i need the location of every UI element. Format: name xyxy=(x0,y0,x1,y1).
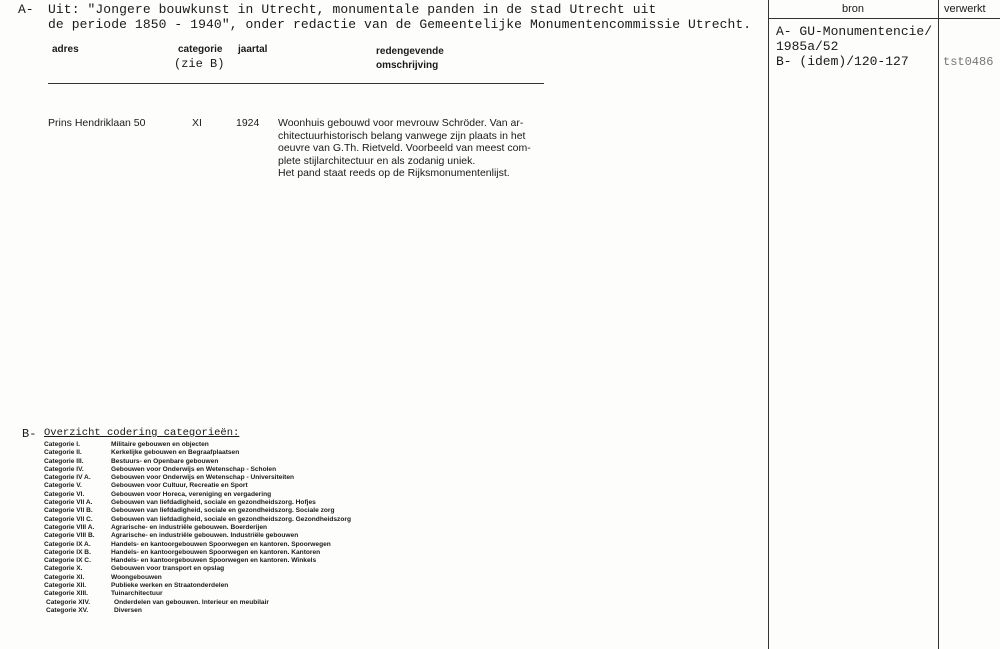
source-title-line-2: de periode 1850 - 1940", onder redactie van de Gemeentelijke Monumentencommissie Utrecht. xyxy=(48,17,752,32)
category-description: Bestuurs- en Openbare gebouwen xyxy=(111,457,219,465)
panel-column-divider xyxy=(938,0,939,649)
category-description: Kerkelijke gebouwen en Begraafplaatsen xyxy=(111,449,240,457)
category-label: Categorie VII C. xyxy=(44,515,93,523)
category-description: Woongebouwen xyxy=(111,573,162,581)
bron-line-2: 1985a/52 xyxy=(776,39,839,54)
category-label: Categorie XIV. xyxy=(46,598,91,606)
category-description: Gebouwen voor Onderwijs en Wetenschap - Scholen xyxy=(111,465,277,473)
category-description: Gebouwen voor Horeca, vereniging en vergadering xyxy=(111,490,272,498)
header-rule xyxy=(48,83,544,84)
category-label: Categorie IV A. xyxy=(44,474,91,482)
category-label: Categorie VI. xyxy=(44,490,85,498)
category-description: Tuinarchitectuur xyxy=(111,590,163,598)
category-label: Categorie V. xyxy=(44,482,82,490)
category-label: Categorie VII B. xyxy=(44,507,93,515)
description-line: Woonhuis gebouwd voor mevrouw Schröder. Van ar- xyxy=(278,117,524,129)
column-header-zie-b: (zie B) xyxy=(174,57,225,71)
category-label: Categorie III. xyxy=(44,457,84,465)
category-description: Militaire gebouwen en objecten xyxy=(111,441,209,448)
category-description: Gebouwen van liefdadigheid, sociale en gezondheidszorg. Sociale zorg xyxy=(111,507,335,515)
description-line: Het pand staat reeds op de Rijksmonumentenlijst. xyxy=(278,167,510,180)
category-label: Categorie IV. xyxy=(44,465,84,473)
panel-left-border xyxy=(768,0,769,649)
category-label: Categorie VII A. xyxy=(44,499,93,507)
entry-categorie: XI xyxy=(192,117,202,129)
verwerkt-value: tst0486 xyxy=(943,55,994,69)
category-label: Categorie XV. xyxy=(46,606,89,614)
section-a-marker: A- xyxy=(18,2,34,17)
category-label: Categorie X. xyxy=(44,565,83,573)
category-description: Agrarische- en industriële gebouwen. Boerderijen xyxy=(111,523,268,531)
section-b-marker: B- xyxy=(22,427,37,441)
verwerkt-header: verwerkt xyxy=(944,3,986,15)
category-label: Categorie XI. xyxy=(44,573,85,581)
category-description: Diversen xyxy=(114,606,142,614)
category-label: Categorie XII. xyxy=(44,582,87,590)
description-line: oeuvre van G.Th. Rietveld. Voorbeeld van meest com- xyxy=(278,142,531,155)
source-title-line-1: Uit: "Jongere bouwkunst in Utrecht, monumentale panden in de stad Utrecht uit xyxy=(48,2,657,17)
category-description: Agrarische- en industriële gebouwen. Industriële gebouwen xyxy=(111,532,299,540)
category-description: Handels- en kantoorgebouwen Spoorwegen en kantoren. Kantoren xyxy=(111,548,321,556)
panel-header-rule xyxy=(768,18,1000,19)
category-label: Categorie XIII. xyxy=(44,590,88,598)
category-description: Gebouwen voor Onderwijs en Wetenschap - Universiteiten xyxy=(111,474,295,482)
column-header-redengevende: redengevende xyxy=(376,46,444,57)
bron-line-1: A- GU-Monumentencie/ xyxy=(776,24,933,39)
category-overview-title: Overzicht codering categorieën: xyxy=(44,427,240,439)
column-header-adres: adres xyxy=(52,44,79,55)
category-description: Gebouwen van liefdadigheid, sociale en gezondheidszorg. Gezondheidszorg xyxy=(111,515,351,523)
category-label: Categorie IX C. xyxy=(44,557,91,565)
category-label: Categorie IX A. xyxy=(44,540,91,548)
bron-header: bron xyxy=(842,3,865,15)
column-header-omschrijving: omschrijving xyxy=(376,60,439,71)
category-description: Handels- en kantoorgebouwen Spoorwegen en kantoren. Winkels xyxy=(111,557,317,565)
category-description: Publieke werken en Straatonderdelen xyxy=(111,582,229,590)
category-label: Categorie I. xyxy=(44,441,80,448)
bron-line-3: B- (idem)/120-127 xyxy=(776,54,909,69)
column-header-categorie: categorie xyxy=(178,44,223,55)
category-label: Categorie VIII A. xyxy=(44,523,95,531)
entry-adres: Prins Hendriklaan 50 xyxy=(48,117,146,129)
category-label: Categorie II. xyxy=(44,449,82,457)
category-description: Handels- en kantoorgebouwen Spoorwegen en kantoren. Spoorwegen xyxy=(111,540,331,548)
entry-jaartal: 1924 xyxy=(236,117,260,129)
category-description: Gebouwen voor Cultuur, Recreatie en Sport xyxy=(111,482,248,490)
category-description: Gebouwen van liefdadigheid, sociale en gezondheidszorg. Hofjes xyxy=(111,499,316,507)
category-label: Categorie VIII B. xyxy=(44,532,95,540)
category-description: Gebouwen voor transport en opslag xyxy=(111,565,225,573)
category-label: Categorie IX B. xyxy=(44,548,91,556)
description-line: plete stijlarchitectuur en als zodanig uniek. xyxy=(278,154,476,167)
entry-description xyxy=(278,117,553,180)
description-line: chitectuurhistorisch belang vanwege zijn plaats in het xyxy=(278,129,526,142)
category-description: Onderdelen van gebouwen. Interieur en meubilair xyxy=(114,598,269,606)
column-header-jaartal: jaartal xyxy=(238,44,268,55)
